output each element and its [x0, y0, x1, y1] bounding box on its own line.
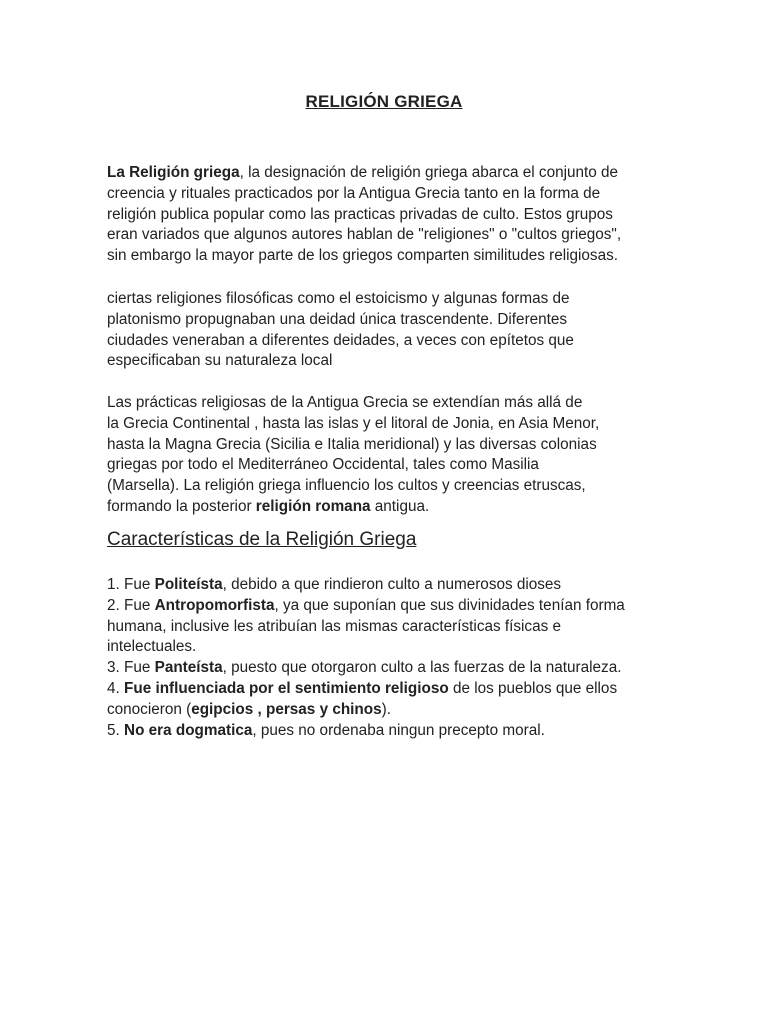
paragraph-line: griegas por todo el Mediterráneo Occidental, tales como Masilia — [107, 456, 539, 474]
text-run: , la designación de religión griega abarca el conjunto de — [239, 164, 619, 181]
paragraph-line: platonismo propugnaban una deidad única trascendente. Diferentes — [107, 310, 568, 328]
paragraph-extension — [107, 393, 667, 518]
text-run: antigua. — [370, 497, 430, 515]
paragraph-line: sin embargo la mayor parte de los griegos comparten similitudes religiosas. — [107, 247, 618, 265]
paragraph-line: especificaban su naturaleza local — [107, 352, 333, 370]
paragraph-line: eran variados que algunos autores hablan de "religiones" o "cultos griegos", — [107, 226, 622, 244]
paragraph-line: la Grecia Continental , hasta las islas y el litoral de Jonia, en Asia Menor, — [107, 414, 600, 432]
paragraph-line: ciertas religiones filosóficas como el estoicismo y algunas formas de — [107, 290, 570, 307]
bold-term: No era dogmatica — [124, 721, 253, 739]
characteristics-list — [107, 575, 667, 741]
list-item — [107, 679, 667, 700]
text-run: 1. Fue — [107, 576, 155, 593]
bold-term: Fue influenciada por el sentimiento religioso — [124, 679, 449, 697]
paragraph-line — [107, 497, 667, 518]
bold-term: Politeísta — [154, 576, 223, 593]
bold-term: egipcios , persas y chinos — [191, 700, 382, 718]
paragraph-line — [107, 163, 667, 184]
section-heading: Características de la Religión Griega — [107, 529, 417, 550]
paragraph-line: (Marsella). La religión griega influencio los cultos y creencias etruscas, — [107, 477, 586, 495]
text-run: 5. — [107, 721, 125, 739]
bold-term: Antropomorfista — [154, 596, 275, 614]
text-run: de los pueblos que ellos — [448, 679, 618, 697]
paragraph-line: creencia y rituales practicados por la Antigua Grecia tanto en la forma de — [107, 184, 601, 202]
bold-term: La Religión griega — [107, 164, 240, 181]
list-item — [107, 721, 667, 742]
list-item — [107, 575, 667, 596]
text-run: conocieron ( — [107, 700, 192, 718]
text-run: , debido a que rindieron culto a numerosos dioses — [222, 576, 562, 593]
list-item-continuation: humana, inclusive les atribuían las mismas características físicas e — [107, 617, 561, 635]
text-run: ). — [381, 700, 391, 718]
paragraph-philosophy — [107, 289, 667, 372]
paragraph-line: religión publica popular como las practicas privadas de culto. Estos grupos — [107, 205, 613, 223]
list-item — [107, 596, 667, 617]
bold-term: Panteísta — [154, 659, 223, 677]
paragraph-line: ciudades veneraban a diferentes deidades, a veces con epítetos que — [107, 331, 574, 349]
paragraph-line: hasta la Magna Grecia (Sicilia e Italia meridional) y las diversas colonias — [107, 435, 597, 453]
text-run: , pues no ordenaba ningun precepto moral. — [252, 721, 545, 739]
bold-term: religión romana — [255, 497, 371, 515]
text-run: formando la posterior — [107, 497, 256, 515]
list-item — [107, 658, 667, 679]
paragraph-intro — [107, 163, 667, 267]
list-item-continuation: intelectuales. — [107, 638, 197, 656]
text-run: , ya que suponían que sus divinidades tenían forma — [274, 596, 625, 614]
page-title: RELIGIÓN GRIEGA — [305, 92, 463, 111]
text-run: , puesto que otorgaron culto a las fuerzas de la naturaleza. — [222, 659, 622, 677]
text-run: 3. Fue — [107, 659, 155, 677]
text-run: 2. Fue — [107, 596, 155, 614]
list-item-continuation — [107, 700, 667, 721]
paragraph-line: Las prácticas religiosas de la Antigua Grecia se extendían más allá de — [107, 394, 583, 411]
text-run: 4. — [107, 679, 125, 697]
